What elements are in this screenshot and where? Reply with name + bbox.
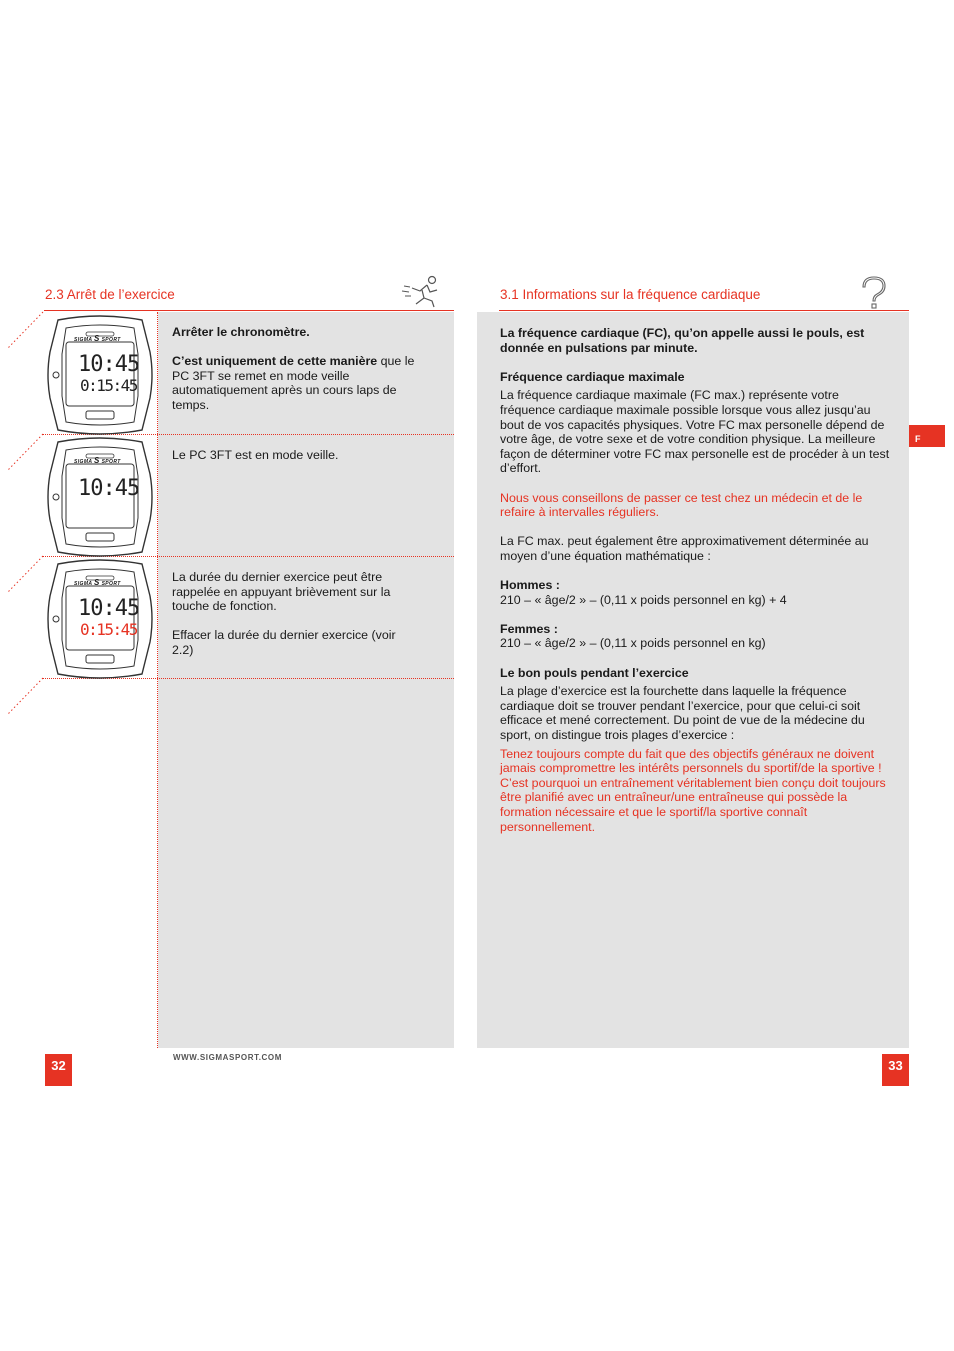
advice-red: Nous vous conseillons de passer ce test chez un médecin et de le refaire à intervalles réguliers. (500, 490, 863, 520)
question-mark-icon (860, 276, 888, 310)
page-number-left: 32 (45, 1054, 72, 1086)
fcmax-text: La fréquence cardiaque maximale (FC max.) représente votre fréquence cardiaque maximale possible lorsque vous allez jusqu’au bout de vos capacités physiques. Votre FC max personelle dépend de votre âge, de votre sexe et de votre condition physique. La meilleure façon de déterminer votre FC max personelle est de procéder à un test d’effort. (500, 388, 890, 476)
footer-url[interactable]: WWW.SIGMASPORT.COM (173, 1053, 283, 1062)
fcmax-heading: Fréquence cardiaque maximale (500, 369, 685, 384)
page-number-right: 33 (882, 1054, 909, 1086)
section-rule-left (44, 310, 454, 311)
men-formula: 210 – « âge/2 » – (0,11 x poids personnel en kg) + 4 (500, 592, 787, 607)
block3-text2: Effacer la durée du dernier exercice (voir 2.2) (172, 628, 396, 657)
block3-text1: La durée du dernier exercice peut être rappelée en appuyant brièvement sur la touche de fonction. (172, 570, 391, 614)
pulse-text: La plage d’exercice est la fourchette dans laquelle la fréquence cardiaque doit se trouver pendant l’exercice, pour que celui-ci soit efficace et mené correctement. Du point de vue de la médecine du sport, on distingue trois plages d’exercice : (500, 684, 865, 743)
block1-heading: Arrêter le chronomètre. (172, 325, 310, 339)
women-label: Femmes : (500, 621, 558, 636)
watch-brand: SIGMA (74, 581, 93, 587)
watch-brand: SIGMA (74, 459, 93, 465)
block1-body: que le PC 3FT se remet en mode veille automatiquement après un cours laps de temps. (172, 354, 415, 412)
block1-bold-lead: C’est uniquement de cette manière (172, 354, 378, 369)
watch-time: 10:45 (78, 352, 140, 377)
block-standby (172, 448, 434, 463)
pulse-heading: Le bon pouls pendant l’exercice (500, 665, 689, 680)
heart-rate-text (500, 326, 892, 834)
intro-bold: La fréquence cardiaque (FC), qu’on appelle aussi le pouls, est donnée en pulsations par minute. (500, 326, 865, 355)
block-last-exercise (172, 570, 422, 658)
diagonal-guides (6, 310, 46, 720)
women-formula: 210 – « âge/2 » – (0,11 x poids personnel en kg) (500, 636, 766, 651)
watch-illustration-1: SIGMA S SPORT 10:45 0:15:45 (44, 314, 156, 436)
men-label: Hommes : (500, 578, 560, 593)
watch-brand-sport: SPORT (101, 459, 121, 465)
watch-time: 10:45 (78, 596, 140, 621)
formula-intro: La FC max. peut également être approximativement déterminée au moyen d’une équation mathématique : (500, 534, 869, 563)
watch-duration: 0:15:45 (80, 376, 137, 395)
block-stop-chrono (172, 325, 434, 413)
runner-icon (400, 274, 444, 310)
watch-duration-highlight: 0:15:45 (80, 620, 137, 639)
block2-text: Le PC 3FT est en mode veille. (172, 448, 339, 462)
left-content-panel (158, 312, 454, 1048)
language-tab-f[interactable]: F (909, 425, 945, 447)
warning-red: Tenez toujours compte du fait que des objectifs généraux ne doivent jamais compromettre les intérêts personnels du sportif/de la sportive ! C’est pourquoi un entraînement véritablement bien conçu doit toujours être planifié avec un entraîneur/une entraîneuse qui possède la formation nécessaire et que le sportif/la sportive connaît personnellement. (500, 746, 886, 834)
section-rule-right (499, 310, 909, 311)
section-title-2-3: 2.3 Arrêt de l’exercice (45, 287, 175, 302)
watch-brand-sport: SPORT (101, 337, 121, 343)
watch-illustration-3: SIGMA S SPORT 10:45 0:15:45 (44, 558, 156, 680)
watch-brand: SIGMA (74, 337, 93, 343)
watch-illustration-2: SIGMA S SPORT 10:45 (44, 436, 156, 558)
section-title-3-1: 3.1 Informations sur la fréquence cardiaque (500, 287, 761, 302)
watch-brand-sport: SPORT (101, 581, 121, 587)
column-divider (157, 312, 158, 1048)
watch-time: 10:45 (78, 476, 140, 501)
